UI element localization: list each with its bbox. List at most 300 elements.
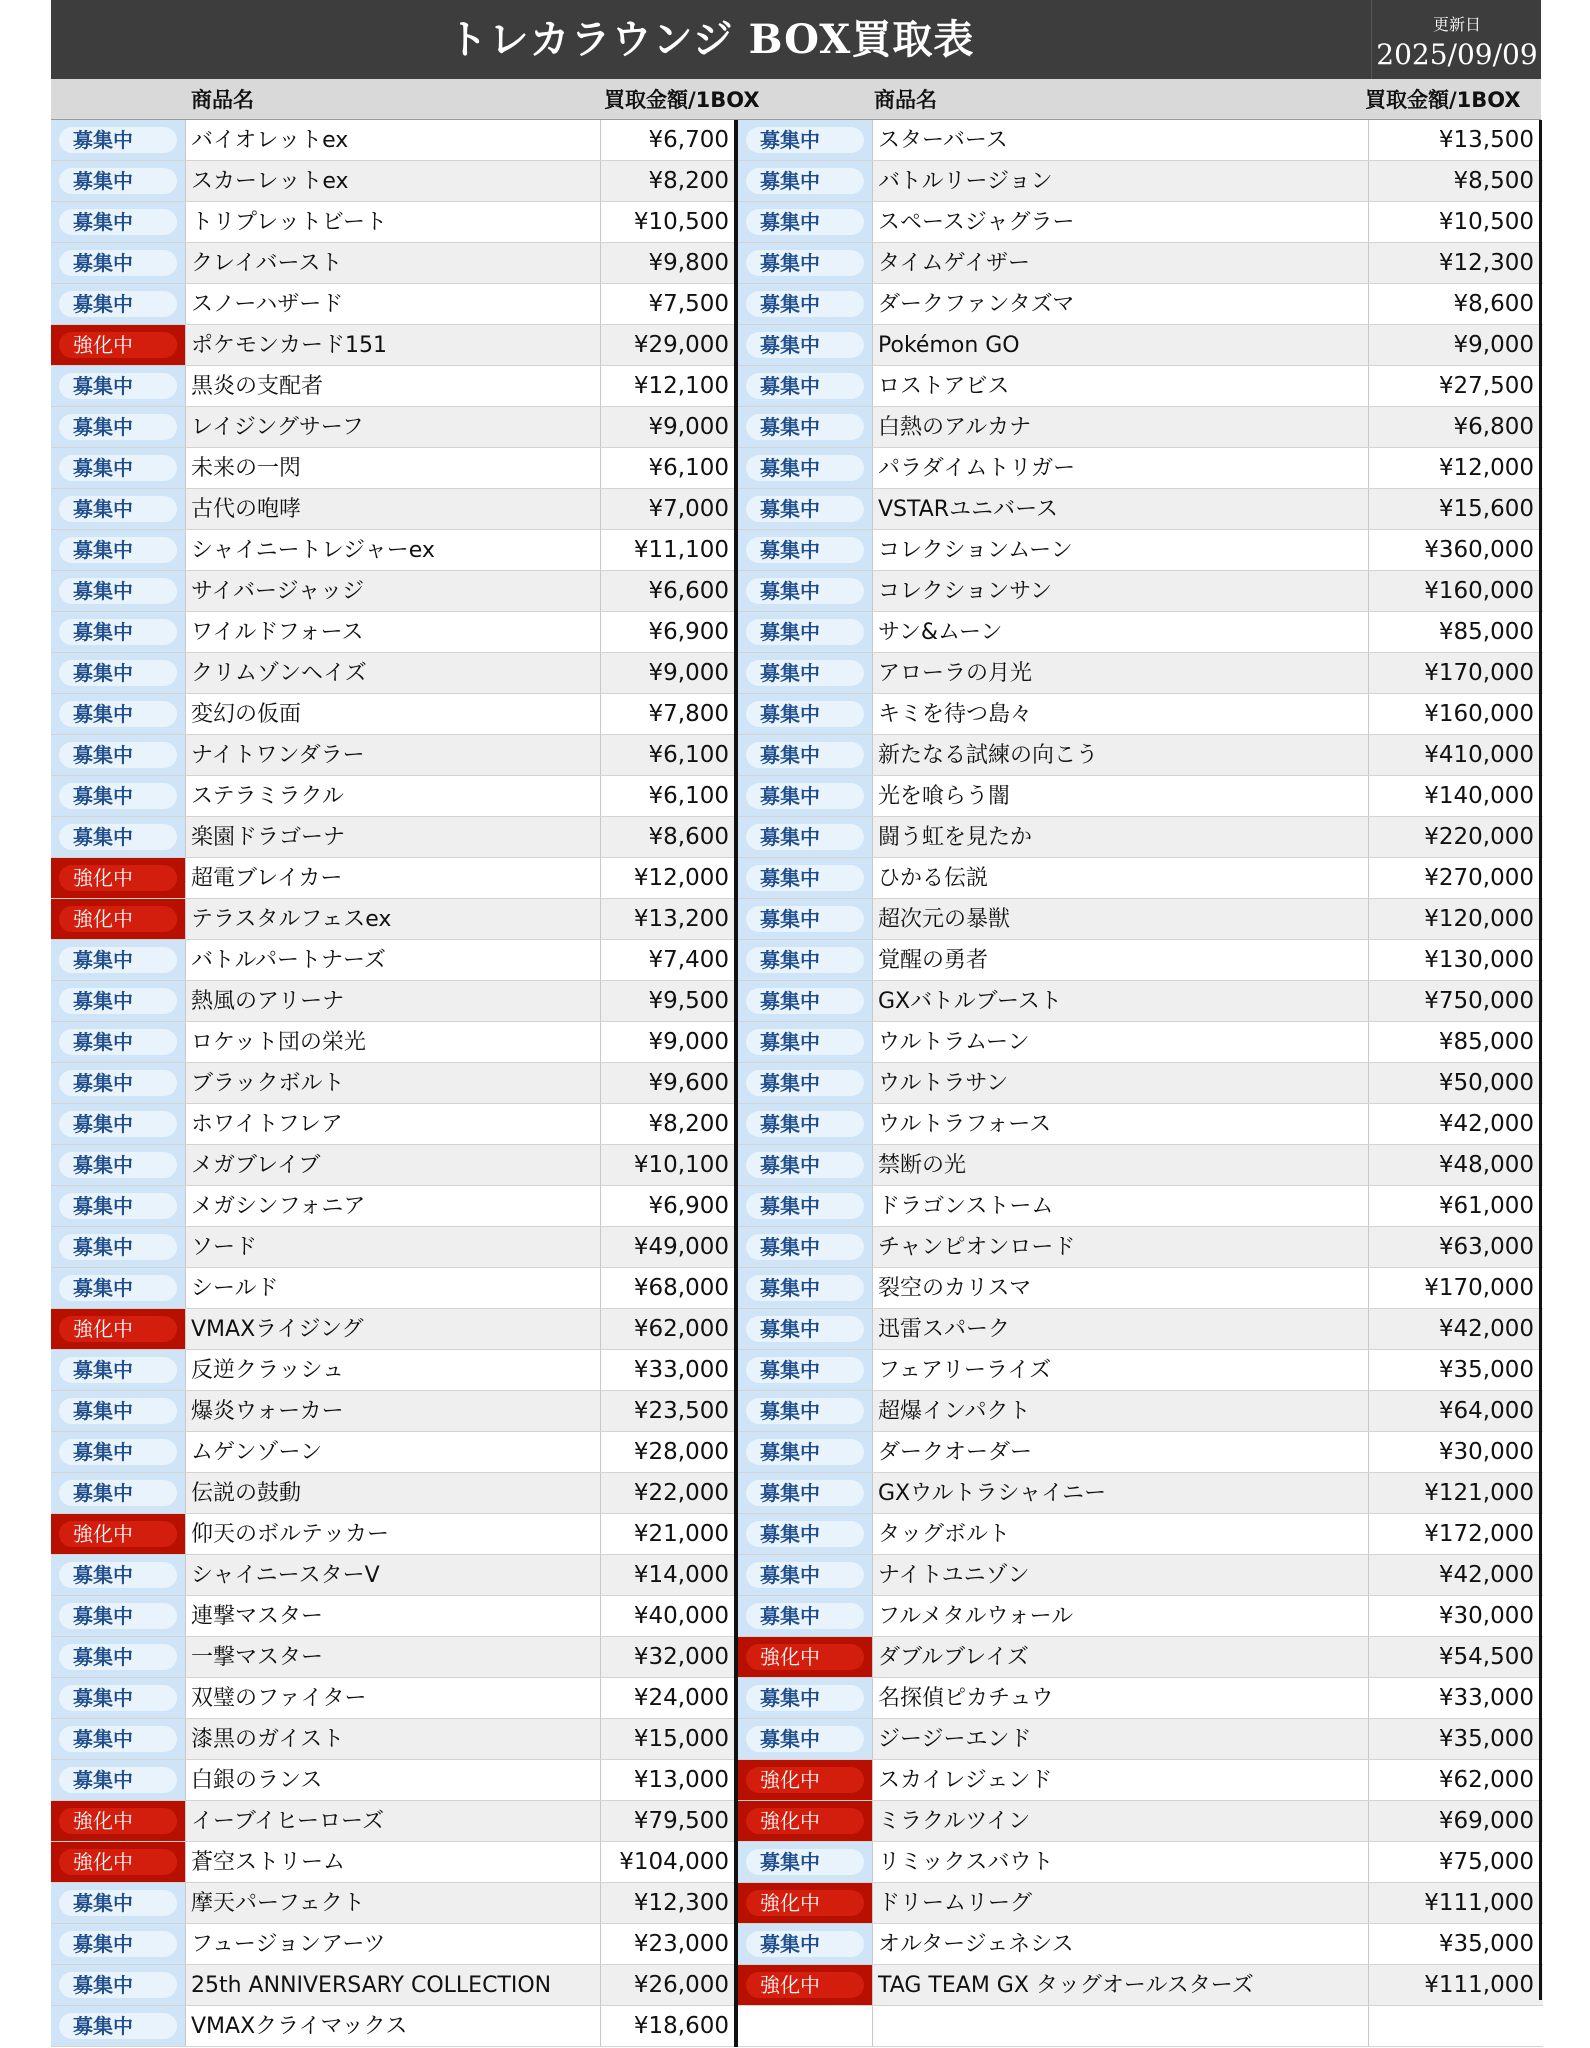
product-name: 爆炎ウォーカー — [191, 1399, 344, 1424]
product-name: トリプレットビート — [191, 210, 388, 235]
title-bar — [51, 0, 1541, 79]
table-row — [51, 735, 734, 776]
buy-price: ¥15,600 — [1368, 489, 1539, 529]
buy-price: ¥12,300 — [600, 1883, 734, 1923]
status-badge: 募集中 — [59, 127, 177, 153]
status-badge: 募集中 — [59, 947, 177, 973]
status-badge: 募集中 — [59, 1357, 177, 1383]
status-badge: 募集中 — [59, 373, 177, 399]
product-name: フルメタルウォール — [878, 1604, 1074, 1629]
status-cell — [738, 1350, 873, 1390]
product-name: 摩天パーフェクト — [191, 1891, 365, 1916]
table-row — [51, 2006, 734, 2047]
product-name: バトルパートナーズ — [191, 948, 386, 973]
product-name: レイジングサーフ — [191, 415, 364, 440]
buy-price: ¥172,000 — [1368, 1514, 1539, 1554]
status-cell — [51, 1350, 186, 1390]
table-row — [51, 1022, 734, 1063]
status-cell — [51, 1473, 186, 1513]
buy-price: ¥35,000 — [1368, 1350, 1539, 1390]
status-badge: 募集中 — [59, 1685, 177, 1711]
update-date-label: 更新日 — [1432, 15, 1481, 34]
buy-price: ¥18,600 — [600, 2006, 734, 2046]
product-name: バトルリージョン — [878, 169, 1053, 194]
buy-price: ¥6,700 — [600, 120, 734, 160]
status-badge: 募集中 — [746, 1275, 864, 1301]
product-name: フュージョンアーツ — [191, 1932, 386, 1957]
product-name: 超電ブレイカー — [191, 866, 343, 891]
status-cell — [51, 1924, 186, 1964]
table-row — [738, 489, 1543, 530]
buy-price: ¥30,000 — [1368, 1596, 1539, 1636]
status-badge: 募集中 — [746, 414, 864, 440]
table-row — [51, 407, 734, 448]
product-name: スターバース — [878, 128, 1008, 153]
product-name: ウルトラサン — [878, 1071, 1009, 1096]
table-row — [51, 1350, 734, 1391]
table-row — [738, 1924, 1543, 1965]
product-name: 裂空のカリスマ — [878, 1276, 1032, 1301]
status-badge: 募集中 — [746, 1685, 864, 1711]
product-name: ステラミラクル — [191, 784, 344, 809]
status-cell — [738, 1432, 873, 1472]
table-row — [51, 1719, 734, 1760]
status-badge: 募集中 — [59, 619, 177, 645]
product-name: 一撃マスター — [191, 1645, 324, 1670]
buy-price: ¥14,000 — [600, 1555, 734, 1595]
price-table — [51, 120, 1541, 2039]
table-row — [738, 571, 1543, 612]
product-name: VSTARユニバース — [878, 497, 1058, 522]
table-row — [738, 1104, 1543, 1145]
status-cell — [738, 817, 873, 857]
status-badge: 募集中 — [59, 824, 177, 850]
product-name: 仰天のボルテッカー — [191, 1522, 390, 1547]
status-cell — [51, 1514, 186, 1554]
table-row — [738, 1719, 1543, 1760]
product-name: シールド — [191, 1276, 279, 1301]
status-cell — [738, 120, 873, 160]
status-badge: 募集中 — [59, 742, 177, 768]
table-row — [51, 1596, 734, 1637]
table-row — [738, 325, 1543, 366]
buy-price: ¥26,000 — [600, 1965, 734, 2005]
product-name: バイオレットex — [191, 128, 349, 153]
table-row — [51, 1063, 734, 1104]
buy-price: ¥69,000 — [1368, 1801, 1539, 1841]
empty-cell — [1368, 2006, 1539, 2046]
status-badge: 募集中 — [59, 414, 177, 440]
status-cell — [738, 1719, 873, 1759]
table-row — [51, 1432, 734, 1473]
right-name-header: 商品名 — [874, 88, 937, 112]
status-cell — [51, 1309, 186, 1349]
table-row — [51, 1104, 734, 1145]
buy-price: ¥6,100 — [600, 735, 734, 775]
status-cell — [51, 1104, 186, 1144]
product-name: 伝説の鼓動 — [191, 1481, 302, 1506]
buy-price: ¥6,600 — [600, 571, 734, 611]
status-cell — [738, 940, 873, 980]
status-cell — [51, 1432, 186, 1472]
buy-price: ¥9,000 — [600, 1022, 734, 1062]
buy-price: ¥27,500 — [1368, 366, 1539, 406]
buy-price: ¥8,200 — [600, 1104, 734, 1144]
buy-price: ¥7,500 — [600, 284, 734, 324]
status-badge: 募集中 — [746, 537, 864, 563]
status-badge: 募集中 — [746, 250, 864, 276]
status-cell — [738, 1924, 873, 1964]
table-row — [51, 1842, 734, 1883]
table-row — [51, 694, 734, 735]
table-row — [51, 899, 734, 940]
buy-price: ¥10,100 — [600, 1145, 734, 1185]
buy-price: ¥9,000 — [600, 407, 734, 447]
buy-price: ¥61,000 — [1368, 1186, 1539, 1226]
table-row — [738, 899, 1543, 940]
page-title: トレカラウンジ BOX買取表 — [447, 16, 975, 63]
status-badge: 募集中 — [59, 2013, 177, 2039]
product-name: サイバージャッジ — [191, 579, 365, 604]
table-row — [51, 571, 734, 612]
product-name: ナイトユニゾン — [878, 1563, 1030, 1588]
status-badge: 募集中 — [746, 906, 864, 932]
table-row — [51, 161, 734, 202]
buy-price: ¥23,000 — [600, 1924, 734, 1964]
status-badge: 募集中 — [746, 168, 864, 194]
status-cell — [51, 1391, 186, 1431]
buy-price: ¥270,000 — [1368, 858, 1539, 898]
table-row — [738, 858, 1543, 899]
product-name: ミラクルツイン — [878, 1809, 1031, 1834]
buy-price: ¥170,000 — [1368, 653, 1539, 693]
table-row — [738, 448, 1543, 489]
product-name: GXバトルブースト — [878, 989, 1062, 1014]
product-name: シャイニートレジャーex — [191, 538, 435, 563]
status-badge: 募集中 — [59, 291, 177, 317]
buy-price: ¥170,000 — [1368, 1268, 1539, 1308]
status-cell — [51, 1678, 186, 1718]
status-cell — [738, 1842, 873, 1882]
product-name: リミックスバウト — [878, 1850, 1054, 1875]
buy-price: ¥42,000 — [1368, 1555, 1539, 1595]
status-badge: 募集中 — [746, 947, 864, 973]
product-name: ウルトラムーン — [878, 1030, 1030, 1055]
status-badge: 募集中 — [59, 1398, 177, 1424]
table-row — [51, 1555, 734, 1596]
buy-price: ¥62,000 — [600, 1309, 734, 1349]
status-badge: 募集中 — [59, 1726, 177, 1752]
buy-price: ¥64,000 — [1368, 1391, 1539, 1431]
product-name: 迅雷スパーク — [878, 1317, 1011, 1342]
product-name: スノーハザード — [191, 292, 344, 317]
table-row — [51, 448, 734, 489]
right-price-header: 買取金額/1BOX — [1365, 88, 1521, 112]
product-name: ソード — [191, 1235, 258, 1260]
buy-price: ¥79,500 — [600, 1801, 734, 1841]
product-name: 楽園ドラゴーナ — [191, 825, 346, 850]
status-badge: 募集中 — [59, 1767, 177, 1793]
buy-price: ¥12,100 — [600, 366, 734, 406]
status-cell — [738, 981, 873, 1021]
product-name: 闘う虹を見たか — [878, 825, 1033, 850]
product-name: アローラの月光 — [878, 661, 1033, 686]
product-name: ドラゴンストーム — [878, 1194, 1054, 1219]
table-row — [738, 1227, 1543, 1268]
right-border — [1539, 120, 1542, 2000]
buy-price: ¥40,000 — [600, 1596, 734, 1636]
buy-price: ¥32,000 — [600, 1637, 734, 1677]
status-badge: 募集中 — [59, 783, 177, 809]
status-cell — [738, 1268, 873, 1308]
status-badge: 募集中 — [746, 1562, 864, 1588]
status-cell — [738, 1391, 873, 1431]
status-badge: 強化中 — [59, 1316, 177, 1342]
status-cell — [738, 1104, 873, 1144]
status-cell — [51, 448, 186, 488]
buy-price: ¥28,000 — [600, 1432, 734, 1472]
table-row — [51, 1473, 734, 1514]
table-row — [51, 284, 734, 325]
buy-price: ¥104,000 — [600, 1842, 734, 1882]
status-badge: 募集中 — [746, 1070, 864, 1096]
status-cell — [51, 489, 186, 529]
buy-price: ¥6,100 — [600, 448, 734, 488]
table-row — [738, 776, 1543, 817]
buy-price: ¥63,000 — [1368, 1227, 1539, 1267]
status-badge: 募集中 — [746, 1234, 864, 1260]
table-row — [51, 817, 734, 858]
table-row — [738, 694, 1543, 735]
status-cell — [51, 325, 186, 365]
product-name: 禁断の光 — [878, 1153, 967, 1178]
left-table-panel — [51, 120, 734, 2047]
product-name: オルタージェネシス — [878, 1932, 1074, 1957]
buy-price: ¥121,000 — [1368, 1473, 1539, 1513]
status-badge: 募集中 — [59, 1152, 177, 1178]
status-badge: 募集中 — [746, 291, 864, 317]
status-cell — [738, 1760, 873, 1800]
status-cell — [51, 161, 186, 201]
table-row — [51, 120, 734, 161]
table-row — [51, 612, 734, 653]
product-name: サン&ムーン — [878, 620, 1003, 645]
status-badge: 募集中 — [746, 1152, 864, 1178]
product-name: 名探偵ピカチュウ — [878, 1686, 1054, 1711]
buy-price: ¥6,100 — [600, 776, 734, 816]
table-row — [51, 489, 734, 530]
table-row — [738, 1350, 1543, 1391]
status-badge: 募集中 — [746, 209, 864, 235]
buy-price: ¥6,900 — [600, 1186, 734, 1226]
status-cell — [51, 1022, 186, 1062]
buy-price: ¥360,000 — [1368, 530, 1539, 570]
status-badge: 募集中 — [746, 619, 864, 645]
status-badge: 募集中 — [746, 578, 864, 604]
buy-price: ¥42,000 — [1368, 1309, 1539, 1349]
status-badge: 募集中 — [59, 1111, 177, 1137]
table-row — [738, 1842, 1543, 1883]
status-cell — [51, 243, 186, 283]
status-cell — [51, 981, 186, 1021]
status-badge: 募集中 — [59, 1480, 177, 1506]
product-name: スペースジャグラー — [878, 210, 1075, 235]
buy-price: ¥7,800 — [600, 694, 734, 734]
buy-price: ¥13,500 — [1368, 120, 1539, 160]
status-cell — [738, 1883, 873, 1923]
table-row — [51, 1965, 734, 2006]
table-row — [51, 1678, 734, 1719]
empty-row — [738, 2006, 1543, 2047]
status-cell — [738, 858, 873, 898]
status-badge: 募集中 — [59, 1070, 177, 1096]
status-badge: 募集中 — [746, 1029, 864, 1055]
status-cell — [738, 1473, 873, 1513]
table-row — [738, 940, 1543, 981]
table-row — [738, 653, 1543, 694]
status-cell — [51, 1555, 186, 1595]
table-row — [51, 1268, 734, 1309]
product-name: キミを待つ島々 — [878, 702, 1033, 727]
buy-price: ¥62,000 — [1368, 1760, 1539, 1800]
product-name: スカイレジェンド — [878, 1768, 1053, 1793]
status-badge: 募集中 — [746, 783, 864, 809]
product-name: シャイニースターV — [191, 1563, 380, 1588]
table-row — [738, 243, 1543, 284]
status-badge: 募集中 — [746, 701, 864, 727]
table-row — [738, 407, 1543, 448]
product-name: 熱風のアリーナ — [191, 989, 345, 1014]
status-cell — [738, 612, 873, 652]
status-cell — [738, 530, 873, 570]
product-name: クリムゾンヘイズ — [191, 661, 367, 686]
table-row — [738, 1186, 1543, 1227]
table-row — [738, 1883, 1543, 1924]
status-cell — [51, 817, 186, 857]
buy-price: ¥85,000 — [1368, 612, 1539, 652]
status-badge: 強化中 — [59, 865, 177, 891]
table-row — [738, 202, 1543, 243]
table-row — [51, 1637, 734, 1678]
status-cell — [51, 940, 186, 980]
status-badge: 募集中 — [59, 1029, 177, 1055]
product-name: ジージーエンド — [878, 1727, 1032, 1752]
product-name: メガシンフォニア — [191, 1194, 366, 1219]
status-badge: 募集中 — [59, 1603, 177, 1629]
buy-price: ¥410,000 — [1368, 735, 1539, 775]
status-badge: 募集中 — [59, 1562, 177, 1588]
status-cell — [738, 1678, 873, 1718]
buy-price: ¥23,500 — [600, 1391, 734, 1431]
product-name: ポケモンカード151 — [191, 333, 387, 358]
status-badge: 募集中 — [746, 742, 864, 768]
status-cell — [51, 1596, 186, 1636]
status-cell — [51, 1227, 186, 1267]
product-name: VMAXクライマックス — [191, 2014, 408, 2039]
status-cell — [738, 1596, 873, 1636]
product-name: 白熱のアルカナ — [878, 415, 1032, 440]
product-name: フェアリーライズ — [878, 1358, 1052, 1383]
status-badge: 強化中 — [746, 1767, 864, 1793]
status-badge: 募集中 — [59, 168, 177, 194]
status-badge: 募集中 — [746, 1480, 864, 1506]
table-row — [51, 1924, 734, 1965]
status-cell — [51, 1965, 186, 2005]
status-badge: 募集中 — [746, 1726, 864, 1752]
status-badge: 募集中 — [59, 701, 177, 727]
table-row — [51, 530, 734, 571]
status-cell — [51, 1842, 186, 1882]
buy-price: ¥160,000 — [1368, 694, 1539, 734]
update-date-value: 2025/09/09 — [1376, 38, 1538, 71]
status-cell — [51, 407, 186, 447]
buy-price: ¥220,000 — [1368, 817, 1539, 857]
status-badge: 募集中 — [746, 1931, 864, 1957]
table-row — [51, 1145, 734, 1186]
status-badge: 募集中 — [59, 1972, 177, 1998]
buy-price: ¥48,000 — [1368, 1145, 1539, 1185]
product-name: ホワイトフレア — [191, 1112, 343, 1137]
product-name: ダークファンタズマ — [878, 292, 1075, 317]
status-badge: 募集中 — [59, 455, 177, 481]
status-cell — [738, 366, 873, 406]
product-name: 白銀のランス — [191, 1768, 323, 1793]
status-cell — [738, 571, 873, 611]
buy-price: ¥9,500 — [600, 981, 734, 1021]
status-cell — [738, 1555, 873, 1595]
status-badge: 募集中 — [746, 1521, 864, 1547]
table-row — [51, 1391, 734, 1432]
buy-price: ¥50,000 — [1368, 1063, 1539, 1103]
status-cell — [738, 653, 873, 693]
buy-price: ¥120,000 — [1368, 899, 1539, 939]
status-badge: 募集中 — [746, 1849, 864, 1875]
product-name: Pokémon GO — [878, 333, 1020, 358]
buy-price: ¥75,000 — [1368, 1842, 1539, 1882]
buy-price: ¥6,900 — [600, 612, 734, 652]
status-badge: 募集中 — [59, 1439, 177, 1465]
buy-price: ¥15,000 — [600, 1719, 734, 1759]
table-row — [51, 1801, 734, 1842]
product-name: ワイルドフォース — [191, 620, 364, 645]
buy-price: ¥22,000 — [600, 1473, 734, 1513]
product-name: クレイバースト — [191, 251, 343, 276]
product-name: ムゲンゾーン — [191, 1440, 323, 1465]
status-badge: 募集中 — [746, 1357, 864, 1383]
table-row — [738, 1145, 1543, 1186]
status-badge: 募集中 — [59, 1193, 177, 1219]
status-cell — [51, 366, 186, 406]
product-name: ロケット団の栄光 — [191, 1030, 366, 1055]
buy-price: ¥13,000 — [600, 1760, 734, 1800]
table-row — [51, 858, 734, 899]
status-cell — [51, 612, 186, 652]
buy-price: ¥35,000 — [1368, 1719, 1539, 1759]
status-badge: 募集中 — [746, 455, 864, 481]
status-badge: 募集中 — [59, 537, 177, 563]
status-cell — [738, 325, 873, 365]
status-cell — [738, 1514, 873, 1554]
status-badge: 募集中 — [59, 250, 177, 276]
status-cell — [51, 2006, 186, 2046]
status-cell — [738, 448, 873, 488]
buy-price: ¥8,600 — [1368, 284, 1539, 324]
status-cell — [738, 407, 873, 447]
buy-price: ¥12,300 — [1368, 243, 1539, 283]
product-name: コレクションサン — [878, 579, 1053, 604]
product-name: 双璧のファイター — [191, 1686, 367, 1711]
status-cell — [51, 735, 186, 775]
